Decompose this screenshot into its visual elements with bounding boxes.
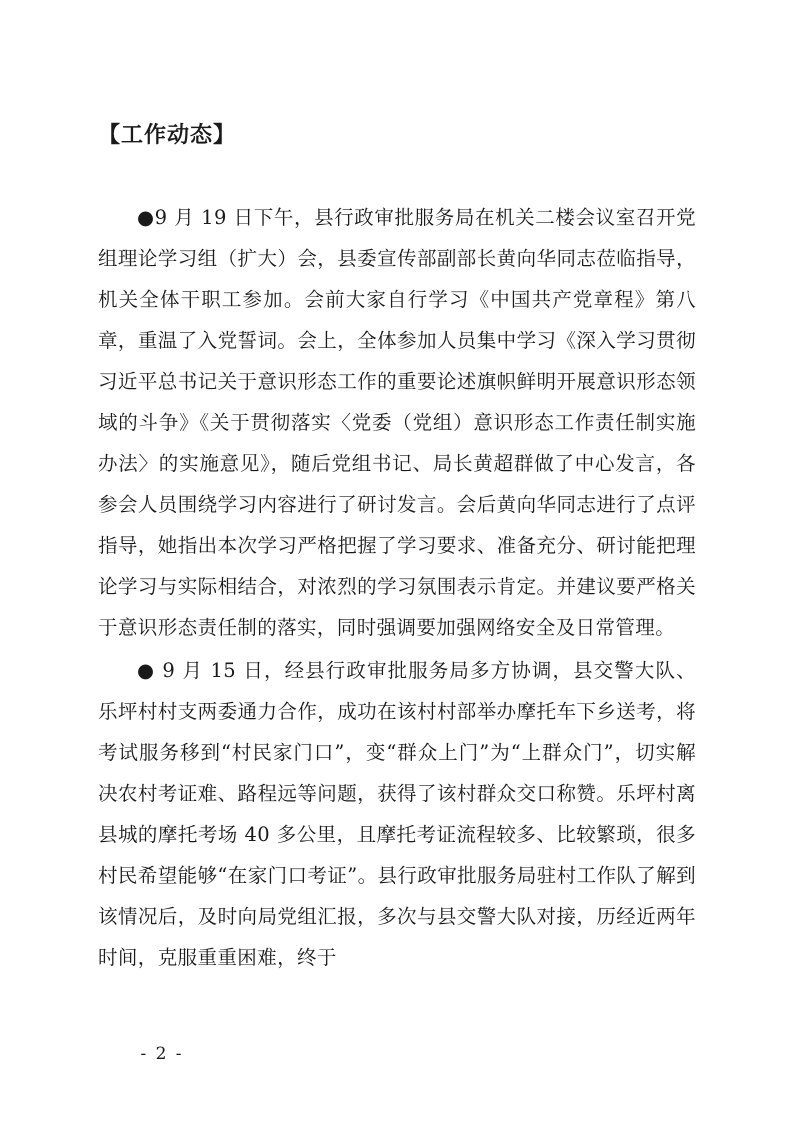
page-number-label: - 2 - (140, 1044, 184, 1064)
paragraph-2: ● 9 月 15 日，经县行政审批服务局多方协调，县交警大队、乐坪村村支两委通力合作，成功在该村村部举办摩托车下乡送考，将考试服务移到“村民家门口”，变“群众上门”为“上群众门”，切实解决农村考证难、路程远等问题，获得了该村群众交口称赞。乐坪村离县城的摩托考场 40 多公里，且摩托考证流程较多、比较繁琐，很多村民希望能够“在家门口考证”。县行政审批服务局驻村工作队了解到该情况后，及时向局党组汇报，多次与县交警大队对接，历经近两年时间，克服重重困难，终于 (98, 658, 696, 969)
page-title: 【工作动态】 (98, 122, 237, 148)
paragraph-1: ●9 月 19 日下午，县行政审批服务局在机关二楼会议室召开党组理论学习组（扩大）会，县委宣传部副部长黄向华同志莅临指导，机关全体干职工参加。会前大家自行学习《中国共产党章程》第八章，重温了入党誓词。会上，全体参加人员集中学习《深入学习贯彻习近平总书记关于意识形态工作的重要论述旗帜鲜明开展意识形态领域的斗争》《关于贯彻落实〈党委（党组）意识形态工作责任制实施办法〉的实施意见》，随后党组书记、局长黄超群做了中心发言，各参会人员围绕学习内容进行了研讨发言。会后黄向华同志进行了点评指导，她指出本次学习严格把握了学习要求、准备充分、研讨能把理论学习与实际相结合，对浓烈的学习氛围表示肯定。并建议要严格关于意识形态责任制的落实，同时强调要加强网络安全及日常管理。 (98, 205, 696, 639)
page-number (0, 1044, 794, 1064)
